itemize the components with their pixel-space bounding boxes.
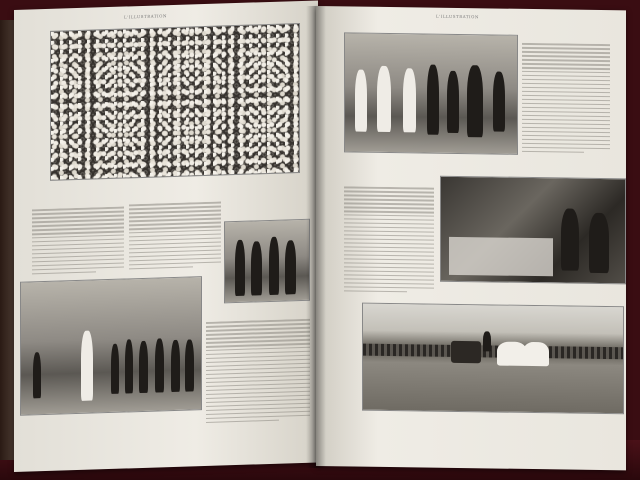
crowd-photo <box>50 23 300 181</box>
book-gutter <box>306 6 326 468</box>
group-photo-caption <box>224 303 308 306</box>
right-running-head: L'ILLUSTRATION <box>436 13 479 20</box>
interior-photo-caption <box>440 284 624 287</box>
group-photo <box>224 219 310 304</box>
text-column-1 <box>32 207 124 282</box>
left-page <box>14 0 318 472</box>
text-column-3 <box>206 319 310 432</box>
carriage-review-photo <box>362 303 624 415</box>
interior-meeting-photo <box>440 176 626 285</box>
left-running-head: L'ILLUSTRATION <box>124 13 167 20</box>
street-procession-photo <box>20 276 202 416</box>
right-page <box>316 6 626 470</box>
text-column-2 <box>129 201 221 278</box>
right-text-column-mid <box>344 186 434 299</box>
right-text-column-top <box>522 43 610 164</box>
officers-photo <box>344 32 518 154</box>
